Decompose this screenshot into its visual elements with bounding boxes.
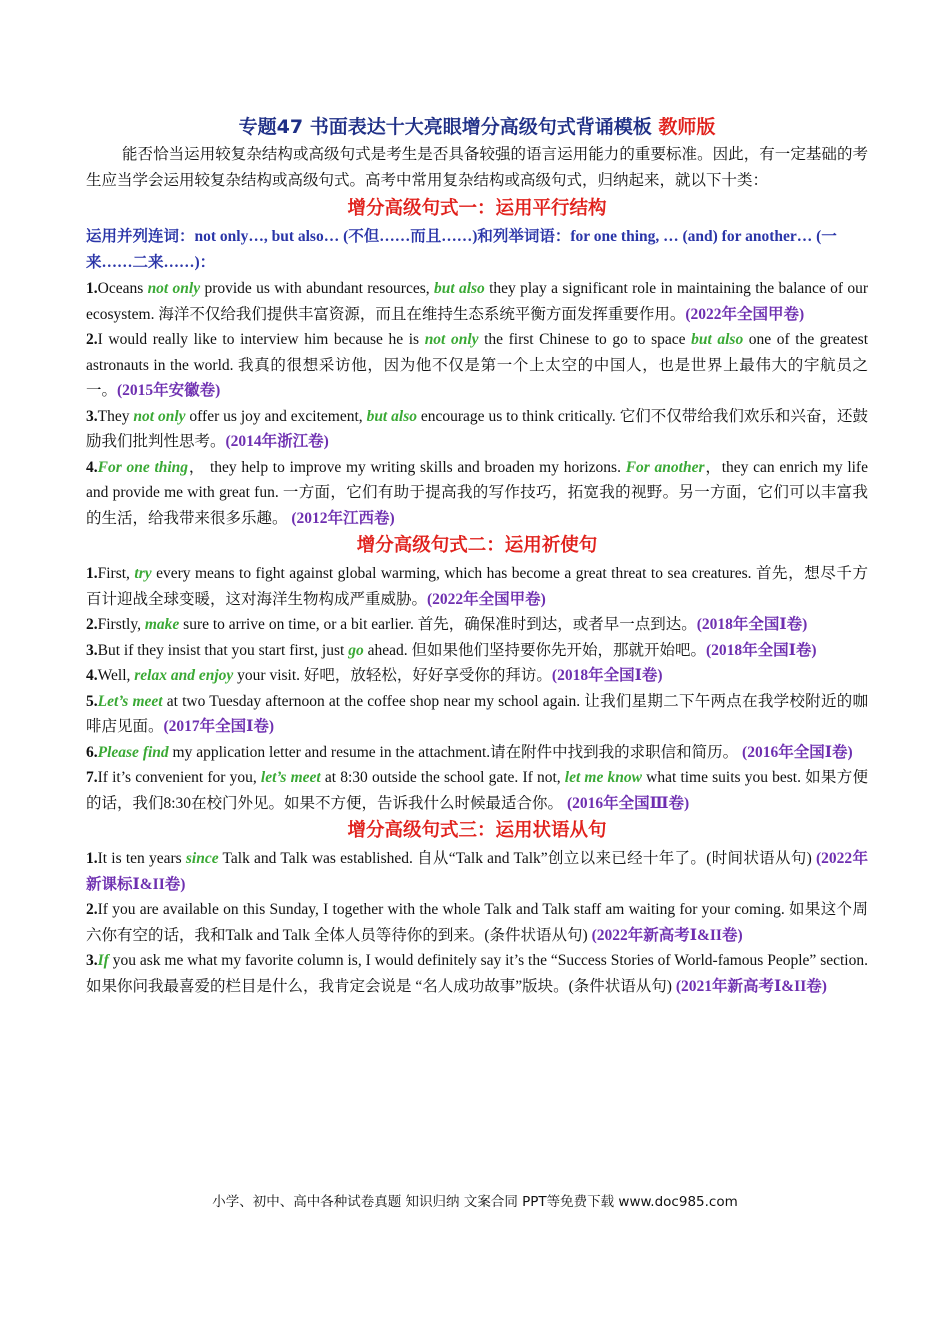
section-heading: 增分高级句式三：运用状语从句 <box>347 820 607 841</box>
sentence-text: offer us joy and excitement, <box>185 407 367 425</box>
highlight-phrase: relax and enjoy <box>134 667 234 684</box>
highlight-phrase: not only <box>424 331 479 348</box>
item-number: 5. <box>86 692 98 710</box>
item-number: 4. <box>86 458 98 476</box>
exam-source: (2018年全国Ⅰ卷) <box>696 616 808 633</box>
section-heading: 增分高级句式一：运用平行结构 <box>347 198 607 219</box>
highlight-phrase: Let’s meet <box>97 692 163 710</box>
sentence-text: the first Chinese to go to space <box>478 331 692 348</box>
sentence-text: They <box>97 407 134 425</box>
sentence-text: But if they insist that you start first, just <box>97 641 349 659</box>
sentence-text: you ask me what my favorite column is, I would definitely say it’s the “Success Stories of World-famous People” section. 如果你问我最喜爱的栏目是什么，我肯定会说是 “名人成功故事”版块。(条件状语从句) <box>86 952 868 995</box>
highlight-phrase: For another <box>625 458 705 476</box>
item-number: 3. <box>86 641 98 659</box>
sentence-text: sure to arrive on time, or a bit earlier. 首先，确保准时到达，或者早一点到达。 <box>179 616 697 633</box>
sentence-text: If you are available on this Sunday, I together with the whole Talk and Talk staff am waiting for your coming. 如果这个周六你有空的话，我和Talk and Talk 全体人员等待你的到来。(条件状语从句) <box>86 901 868 944</box>
sentence-text: Oceans <box>97 280 148 297</box>
sentence-text: encourage us to think critically. 它们不仅带给我们欢乐和兴奋，还鼓励我们批判性思考。 <box>86 407 869 450</box>
sentence-text: It is ten years <box>97 850 186 867</box>
exam-source: (2022年全国甲卷) <box>427 590 546 608</box>
highlight-phrase: not only <box>133 407 186 425</box>
sentence-text: at 8:30 outside the school gate. If not, <box>320 769 565 786</box>
example-sentence <box>86 276 868 327</box>
item-number: 3. <box>86 407 98 425</box>
example-sentence <box>86 455 868 532</box>
sentence-text: Firstly, <box>97 616 145 633</box>
highlight-phrase: If <box>97 952 109 969</box>
exam-source: (2022年新高考Ⅰ&II卷) <box>591 926 743 944</box>
example-sentence <box>86 689 868 740</box>
item-number: 2. <box>86 901 98 918</box>
sentence-text: ， they help to improve my writing skills and broaden my horizons. <box>188 458 626 476</box>
example-sentence <box>86 897 868 948</box>
highlight-phrase: but also <box>691 331 744 348</box>
section-subtitle: 运用并列连词：not only…, but also… (不但……而且……)和列举词语：for one thing, … (and) for another… (一来……二来……)： <box>86 228 837 271</box>
example-sentence <box>86 561 868 612</box>
item-number: 2. <box>86 331 98 348</box>
exam-source: (2016年全国Ⅲ卷) <box>566 794 690 812</box>
highlight-phrase: not only <box>147 280 201 297</box>
title-main: 专题47 书面表达十大亮眼增分高级句式背诵模板 <box>238 116 659 138</box>
exam-source: (2015年安徽卷) <box>117 382 221 399</box>
sentence-text: my application letter and resume in the attachment.请在附件中找到我的求职信和简历。 <box>168 743 743 761</box>
highlight-phrase: but also <box>366 407 417 425</box>
exam-source: (2018年全国Ⅰ卷) <box>551 667 663 684</box>
example-sentence <box>86 948 868 999</box>
item-number: 1. <box>86 850 98 867</box>
example-sentence <box>86 846 868 897</box>
exam-source: (2021年新高考Ⅰ&II卷) <box>675 977 827 995</box>
sentence-text: Talk and Talk was established. 自从“Talk and Talk”创立以来已经十年了。(时间状语从句) <box>218 850 816 867</box>
exam-source: (2016年全国Ⅰ卷) <box>742 743 853 761</box>
sections-container <box>86 194 868 999</box>
example-sentence <box>86 740 868 766</box>
example-sentence <box>86 327 868 404</box>
sentence-text: one of the greatest astronauts in the world. 我真的很想采访他，因为他不仅是第一个上太空的中国人，也是世界上最伟大的宇航员之一。 <box>86 331 868 399</box>
item-number: 6. <box>86 743 98 761</box>
sentence-text: Well, <box>97 667 135 684</box>
highlight-phrase: since <box>185 850 219 867</box>
sentence-text: what time suits you best. 如果方便的话，我们8:30在校门外见。如果不方便，告诉我什么时候最适合你。 <box>86 769 869 812</box>
title-edition: 教师版 <box>658 116 716 138</box>
item-number: 7. <box>86 769 98 786</box>
sentence-text: provide us with abundant resources, <box>200 280 434 297</box>
sentence-text: every means to fight against global warming, which has become a great threat to sea creatures. 首先，想尽千方百计迎战全球变暖，这对海洋生物构成严重威胁。 <box>86 565 868 608</box>
highlight-phrase: make <box>144 616 180 633</box>
item-number: 1. <box>86 280 98 297</box>
highlight-phrase: go <box>348 641 364 659</box>
highlight-phrase: let me know <box>564 769 642 786</box>
document-page <box>86 112 868 999</box>
page-footer: 小学、初中、高中各种试卷真题 知识归纳 文案合同 PPT等免费下载 www.doc985.com <box>212 1194 738 1210</box>
item-number: 1. <box>86 565 98 582</box>
example-sentence <box>86 404 868 455</box>
example-sentence <box>86 638 868 664</box>
item-number: 2. <box>86 616 98 633</box>
sentence-text: they play a significant role in maintaining the balance of our ecosystem. 海洋不仅给我们提供丰富资源，而且在维持生态系统平衡方面发挥重要作用。 <box>86 280 869 323</box>
highlight-phrase: Please find <box>97 743 169 761</box>
exam-source: (2012年江西卷) <box>291 509 395 527</box>
sentence-text: First, <box>97 565 135 582</box>
intro-paragraph: 能否恰当运用较复杂结构或高级句式是考生是否具备较强的语言运用能力的重要标准。因此，有一定基础的考生应当学会运用较复杂结构或高级句式。高考中常用复杂结构或高级句式，归纳起来，就以下十类： <box>86 146 868 189</box>
document-title <box>86 112 868 142</box>
highlight-phrase: but also <box>433 280 485 297</box>
example-sentence <box>86 765 868 816</box>
example-sentence <box>86 612 868 638</box>
section-heading: 增分高级句式二：运用祈使句 <box>356 535 598 556</box>
sentence-text: ahead. 但如果他们坚持要你先开始，那就开始吧。 <box>363 641 706 659</box>
sentence-text: ，they can enrich my life and provide me with great fun. 一方面，它们有助于提高我的写作技巧，拓宽我的视野。另一方面，它们可以丰富我的生活，给我带来很多乐趣。 <box>86 458 868 527</box>
exam-source: (2022年新课标Ⅰ&II卷) <box>86 850 868 893</box>
exam-source: (2018年全国Ⅰ卷) <box>705 641 817 659</box>
sentence-text: your visit. 好吧，放轻松，好好享受你的拜访。 <box>233 667 552 684</box>
highlight-phrase: let’s meet <box>260 769 321 786</box>
item-number: 3. <box>86 952 98 969</box>
sentence-text: at two Tuesday afternoon at the coffee shop near my school again. 让我们星期二下午两点在我学校附近的咖啡店见面。 <box>86 692 869 735</box>
highlight-phrase: try <box>134 565 152 582</box>
item-number: 4. <box>86 667 98 684</box>
exam-source: (2017年全国Ⅰ卷) <box>163 718 275 735</box>
sentence-text: If it’s convenient for you, <box>97 769 261 786</box>
sentence-text: I would really like to interview him because he is <box>97 331 425 348</box>
highlight-phrase: For one thing <box>97 458 189 476</box>
exam-source: (2022年全国甲卷) <box>685 305 805 323</box>
exam-source: (2014年浙江卷) <box>225 433 329 450</box>
example-sentence <box>86 663 868 689</box>
